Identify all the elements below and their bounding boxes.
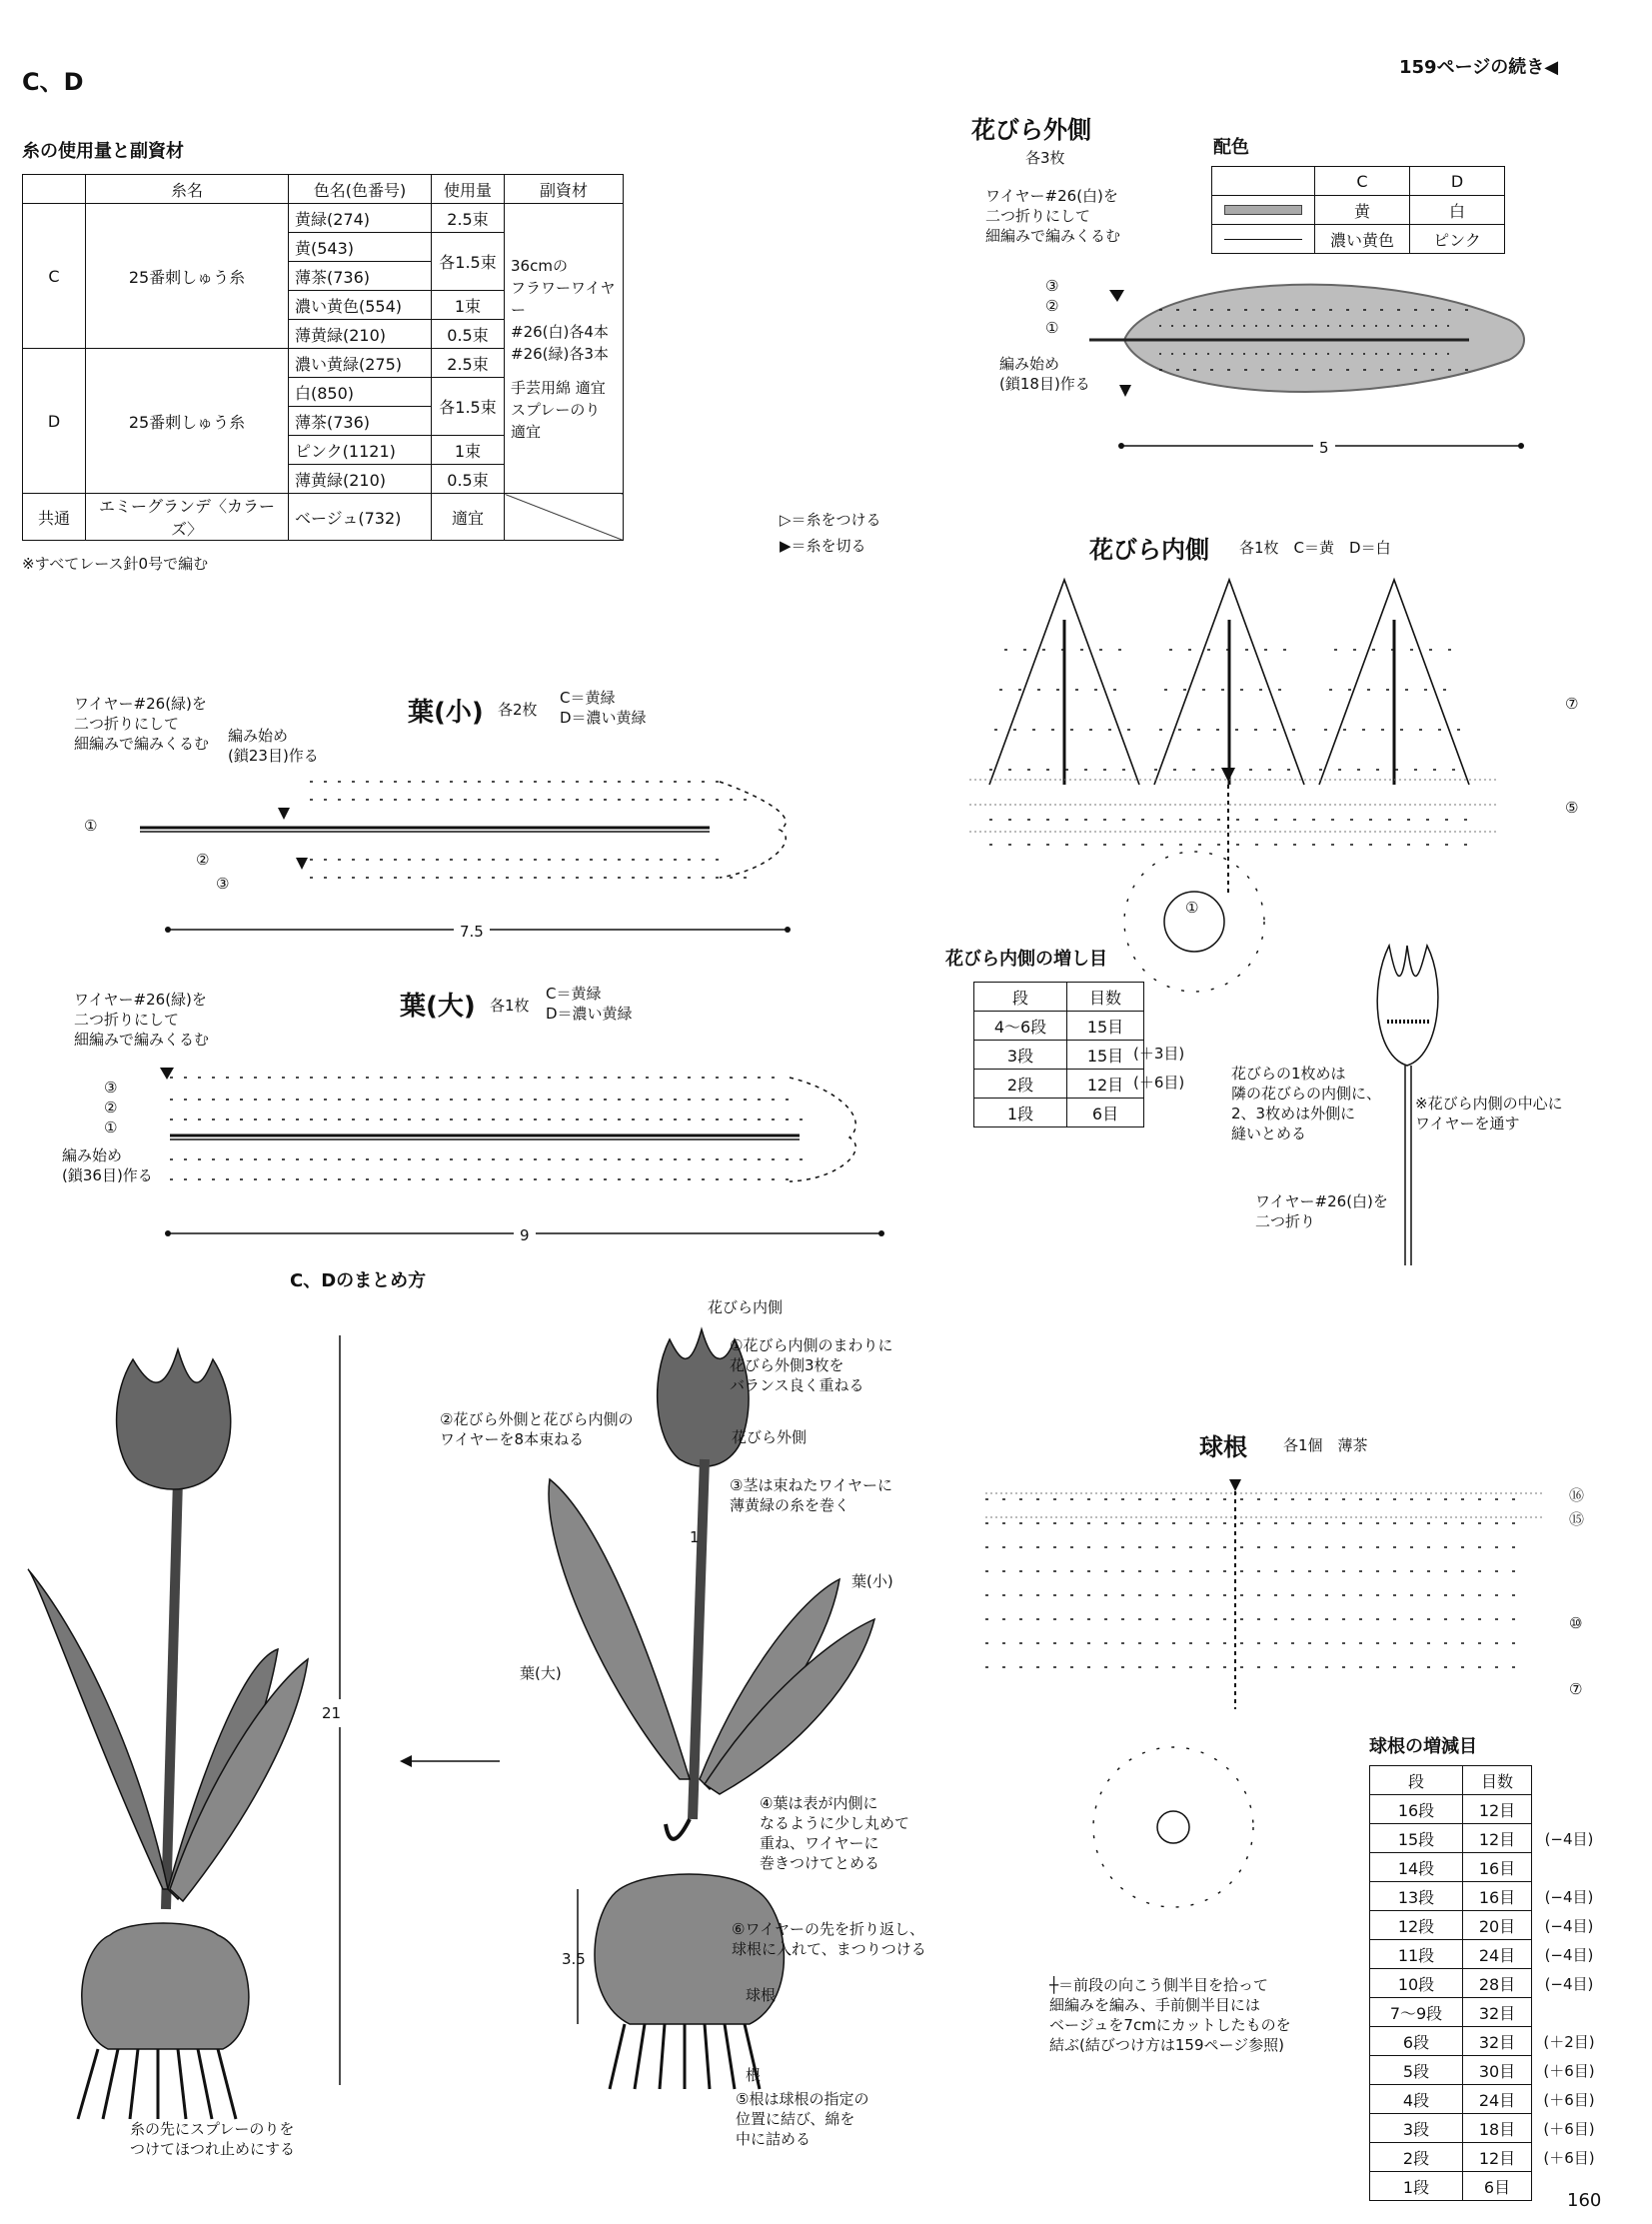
common-amount: 適宜 [432, 494, 505, 541]
bulb-row-7: ⑦ [1569, 1680, 1583, 1698]
leaf-small-row-3: ③ [216, 875, 230, 893]
step-6-note: ⑥ワイヤーの先を折り返し、 球根に入れて、まつりつける [732, 1920, 926, 1958]
petal-outer-chart [1069, 260, 1509, 420]
d-color-5: 薄黄緑(210) [289, 465, 432, 494]
legend-cut: ▶＝糸を切る [780, 537, 866, 555]
petal-inner-chart [959, 570, 1539, 990]
d-color-1: 濃い黄緑(275) [289, 349, 432, 378]
leaf-small-dim-label: 7.5 [454, 922, 490, 942]
scheme-c-2: 濃い黄色 [1315, 225, 1410, 254]
petal-inc-note-3: (＋3目) [1133, 1045, 1185, 1063]
c-amount-4: 1束 [432, 291, 505, 320]
petal-inner-row-5: ⑤ [1565, 799, 1579, 817]
c-amount-5: 0.5束 [432, 320, 505, 349]
petal-outer-label: 花びら外側 [732, 1428, 808, 1446]
c-color-2: 黄(543) [289, 233, 432, 262]
d-color-2: 白(850) [289, 378, 432, 407]
bulb-subtitle: 各1個 薄茶 [1283, 1436, 1368, 1454]
leaf-large-title: 葉(大) [400, 992, 476, 1022]
bulb-title: 球根 [1199, 1433, 1247, 1461]
section-label: C、D [22, 68, 84, 96]
fold-mark: 1 [690, 1528, 700, 1546]
step-4-note: ④葉は表が内側に なるように少し丸めて 重ね、ワイヤーに 巻きつけてとめる [760, 1794, 910, 1872]
row-common-label: 共通 [23, 494, 86, 541]
root-label: 根 [746, 2066, 762, 2084]
petal-outer-row-1: ① [1045, 319, 1059, 337]
assembly-title: C、Dのまとめ方 [290, 1270, 427, 1291]
leaf-large-label: 葉(大) [520, 1664, 562, 1682]
petal-inner-label: 花びら内側 [708, 1298, 784, 1316]
bulb-inc-title: 球根の増減目 [1369, 1736, 1477, 1757]
leaf-small-note: ワイヤー#26(緑)を 二つ折りにして 細編みで編みくるむ [74, 695, 210, 753]
d-yarn: 25番刺しゅう糸 [86, 349, 289, 494]
scheme-head-d: D [1410, 167, 1505, 196]
d-amount-5: 0.5束 [432, 465, 505, 494]
c-color-5: 薄黄緑(210) [289, 320, 432, 349]
step-1-note: ①花びら内側のまわりに 花びら外側3枚を バランス良く重ねる [730, 1336, 893, 1394]
c-yarn: 25番刺しゅう糸 [86, 204, 289, 349]
bulb-row-16: ⑯ [1569, 1486, 1585, 1504]
col-amount: 使用量 [432, 175, 505, 204]
common-yarn: エミーグランデ〈カラーズ〉 [86, 494, 289, 541]
common-sub-empty [505, 494, 624, 541]
row-d-label: D [23, 349, 86, 494]
petal-inner-row-1: ① [1185, 899, 1199, 917]
color-scheme-title: 配色 [1213, 137, 1249, 158]
col-color: 色名(色番号) [289, 175, 432, 204]
c-color-3: 薄茶(736) [289, 262, 432, 291]
tape-note: 糸の先にスプレーのりを つけてほつれ止めにする [130, 2120, 296, 2158]
c-amount-1: 2.5束 [432, 204, 505, 233]
leaf-large-row-2: ② [104, 1099, 118, 1116]
assembly-arrow [400, 1751, 500, 1771]
sub-materials: 36cmの フラワーワイヤー #26(白)各4本 #26(緑)各3本 手芸用綿 適宜 スプレーのり 適宜 [505, 204, 624, 494]
common-color: ベージュ(732) [289, 494, 432, 541]
petal-outer-start: 編み始め (鎖18目)作る [999, 355, 1090, 393]
petal-center-note: ※花びら内側の中心に ワイヤーを通す [1415, 1095, 1563, 1132]
petal-inner-title: 花びら内側 [1089, 536, 1209, 564]
scheme-d-1: 白 [1410, 196, 1505, 225]
petal-inc-title: 花びら内側の増し目 [945, 949, 1107, 970]
leaf-small-title: 葉(小) [408, 698, 484, 728]
leaf-large-colors: C＝黄緑 D＝濃い黄緑 [546, 985, 633, 1023]
step-3-note: ③茎は束ねたワイヤーに 薄黄緑の糸を巻く [730, 1476, 892, 1514]
bulb-row-15: ⑮ [1569, 1510, 1585, 1528]
d-amount-shared: 各1.5束 [432, 378, 505, 436]
petal-outer-dim-label: 5 [1313, 438, 1335, 458]
leaf-large-note: ワイヤー#26(緑)を 二つ折りにして 細編みで編みくるむ [74, 991, 210, 1049]
leaf-small-colors: C＝黄緑 D＝濃い黄緑 [560, 689, 647, 727]
step-2-note: ②花びら外側と花びら内側の ワイヤーを8本束ねる [440, 1410, 634, 1448]
petal-outer-note: ワイヤー#26(白)を 二つ折りにして 細編みで編みくるむ [985, 187, 1121, 245]
leaf-small-row-2: ② [196, 851, 210, 869]
leaf-small-start: 編み始め (鎖23目)作る [228, 727, 319, 765]
c-color-4: 濃い黄色(554) [289, 291, 432, 320]
continued-note: 159ページの続き◀ [1399, 57, 1559, 78]
petal-inner-subtitle: 各1枚 C＝黄 D＝白 [1239, 539, 1391, 557]
scheme-d-2: ピンク [1410, 225, 1505, 254]
scheme-head-c: C [1315, 167, 1410, 196]
d-color-3: 薄茶(736) [289, 407, 432, 436]
leaf-small-chart [110, 760, 800, 900]
step-5-note: ⑤根は球根の指定の 位置に結び、綿を 中に詰める [736, 2090, 869, 2148]
row-c-label: C [23, 204, 86, 349]
c-color-1: 黄緑(274) [289, 204, 432, 233]
leaf-large-row-3: ③ [104, 1079, 118, 1097]
petal-join-note: 花びらの1枚めは 隣の花びらの内側に、 2、3枚めは外側に 縫いとめる [1231, 1065, 1382, 1142]
bulb-inc-table: 段 目数 16段 12目 15段 12目 (−4目) 14段 16目 13段 16目 (−4目) 12段 20目 (−4目) 11段 24目 (−4目) 10段 28目 (−4目) 7〜9段 32目 6段 32目 (＋2目) 5段 30目 (＋6目) 4段 24目 (＋6目) 3段 18目 (＋6目) 2段 12目 (＋6目) 1段 6目 [1369, 1765, 1607, 2201]
height-label: 21 [322, 1699, 341, 1727]
leaf-large-count: 各1枚 [490, 997, 530, 1015]
petal-inc-table: 段 目数 4〜6段 15目 3段 15目 2段 12目 1段 6目 [973, 982, 1144, 1127]
c-amount-shared: 各1.5束 [432, 233, 505, 291]
d-color-4: ピンク(1121) [289, 436, 432, 465]
leaf-large-dim-label: 9 [514, 1225, 536, 1245]
page-number: 160 [1567, 2190, 1602, 2211]
scheme-c-1: 黄 [1315, 196, 1410, 225]
bulb-height-label: 3.5 [562, 1950, 586, 1968]
petal-outer-row-3: ③ [1045, 277, 1059, 295]
legend-attach: ▷＝糸をつける [780, 511, 881, 529]
leaf-large-start: 編み始め (鎖36目)作る [62, 1146, 153, 1184]
d-amount-1: 2.5束 [432, 349, 505, 378]
leaf-small-count: 各2枚 [498, 701, 538, 719]
petal-inner-row-7: ⑦ [1565, 695, 1579, 713]
leaf-small-row-1: ① [84, 817, 98, 835]
color-scheme-table [1211, 166, 1505, 254]
petal-outer-row-2: ② [1045, 297, 1059, 315]
petal-outer-count: 各3枚 [1025, 149, 1065, 167]
materials-footnote: ※すべてレース針0号で編む [22, 555, 209, 573]
bulb-row-10: ⑩ [1569, 1614, 1583, 1632]
leaf-large-row-1: ① [104, 1118, 118, 1136]
finished-tulip-drawing [18, 1329, 338, 2119]
leaf-small-label: 葉(小) [851, 1572, 893, 1590]
materials-title: 糸の使用量と副資材 [22, 141, 184, 162]
scheme-swatch-1 [1212, 196, 1315, 225]
scheme-swatch-2 [1212, 225, 1315, 254]
leaf-large-chart [150, 1050, 889, 1199]
col-sub: 副資材 [505, 175, 624, 204]
petal-inc-note-2: (＋6目) [1133, 1074, 1185, 1092]
col-yarn: 糸名 [86, 175, 289, 204]
d-amount-4: 1束 [432, 436, 505, 465]
petal-outer-title: 花びら外側 [971, 116, 1091, 144]
wire-note: ワイヤー#26(白)を 二つ折り [1255, 1192, 1388, 1230]
bulb-note: ┼＝前段の向こう側半目を拾って 細編みを編み、手前側半目には ベージュを7cmにカットしたものを 結ぶ(結びつけ方は159ページ参照) [1049, 1976, 1291, 2054]
materials-table [22, 174, 624, 541]
bulb-label: 球根 [746, 1986, 777, 2004]
